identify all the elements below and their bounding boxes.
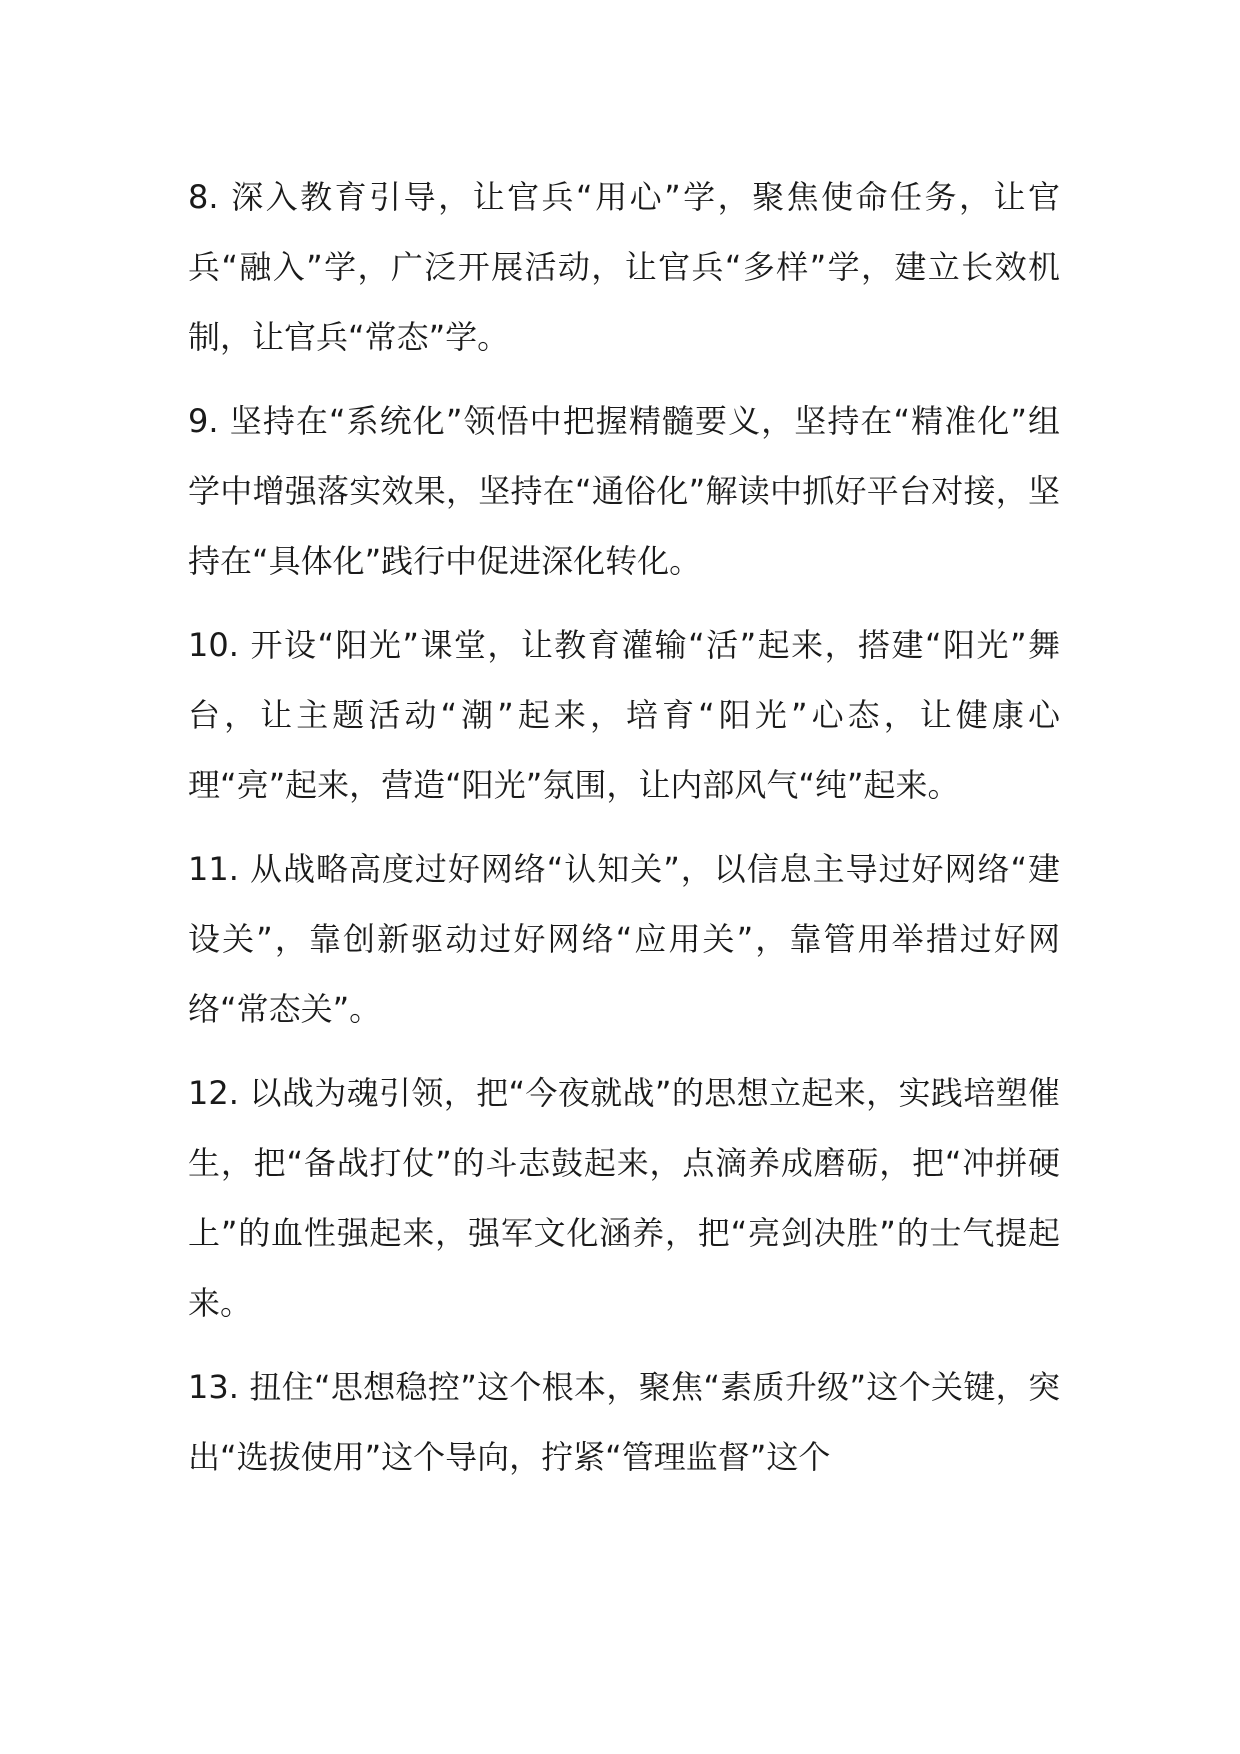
paragraph-9: 9. 坚持在“系统化”领悟中把握精髓要义，坚持在“精准化”组学中增强落实效果，坚持在“通俗化”解读中抓好平台对接，坚持在“具体化”践行中促进深化转化。 xyxy=(188,402,1060,580)
paragraph-11: 11. 从战略高度过好网络“认知关”，以信息主导过好网络“建设关”，靠创新驱动过好网络“应用关”，靠管用举措过好网络“常态关”。 xyxy=(188,850,1060,1028)
paragraph-12: 12. 以战为魂引领，把“今夜就战”的思想立起来，实践培塑催生，把“备战打仗”的斗志鼓起来，点滴养成磨砺，把“冲拼硬上”的血性强起来，强军文化涵养，把“亮剑决胜”的士气提起来。 xyxy=(188,1074,1060,1322)
document-body xyxy=(188,162,1060,1506)
paragraph-13: 13. 扭住“思想稳控”这个根本，聚焦“素质升级”这个关键，突出“选拔使用”这个导向，拧紧“管理监督”这个 xyxy=(188,1368,1060,1476)
paragraph-8: 8. 深入教育引导，让官兵“用心”学，聚焦使命任务，让官兵“融入”学，广泛开展活动，让官兵“多样”学，建立长效机制，让官兵“常态”学。 xyxy=(188,178,1060,356)
paragraph-10: 10. 开设“阳光”课堂，让教育灌输“活”起来，搭建“阳光”舞台，让主题活动“潮”起来，培育“阳光”心态，让健康心理“亮”起来，营造“阳光”氛围，让内部风气“纯”起来。 xyxy=(188,626,1060,804)
